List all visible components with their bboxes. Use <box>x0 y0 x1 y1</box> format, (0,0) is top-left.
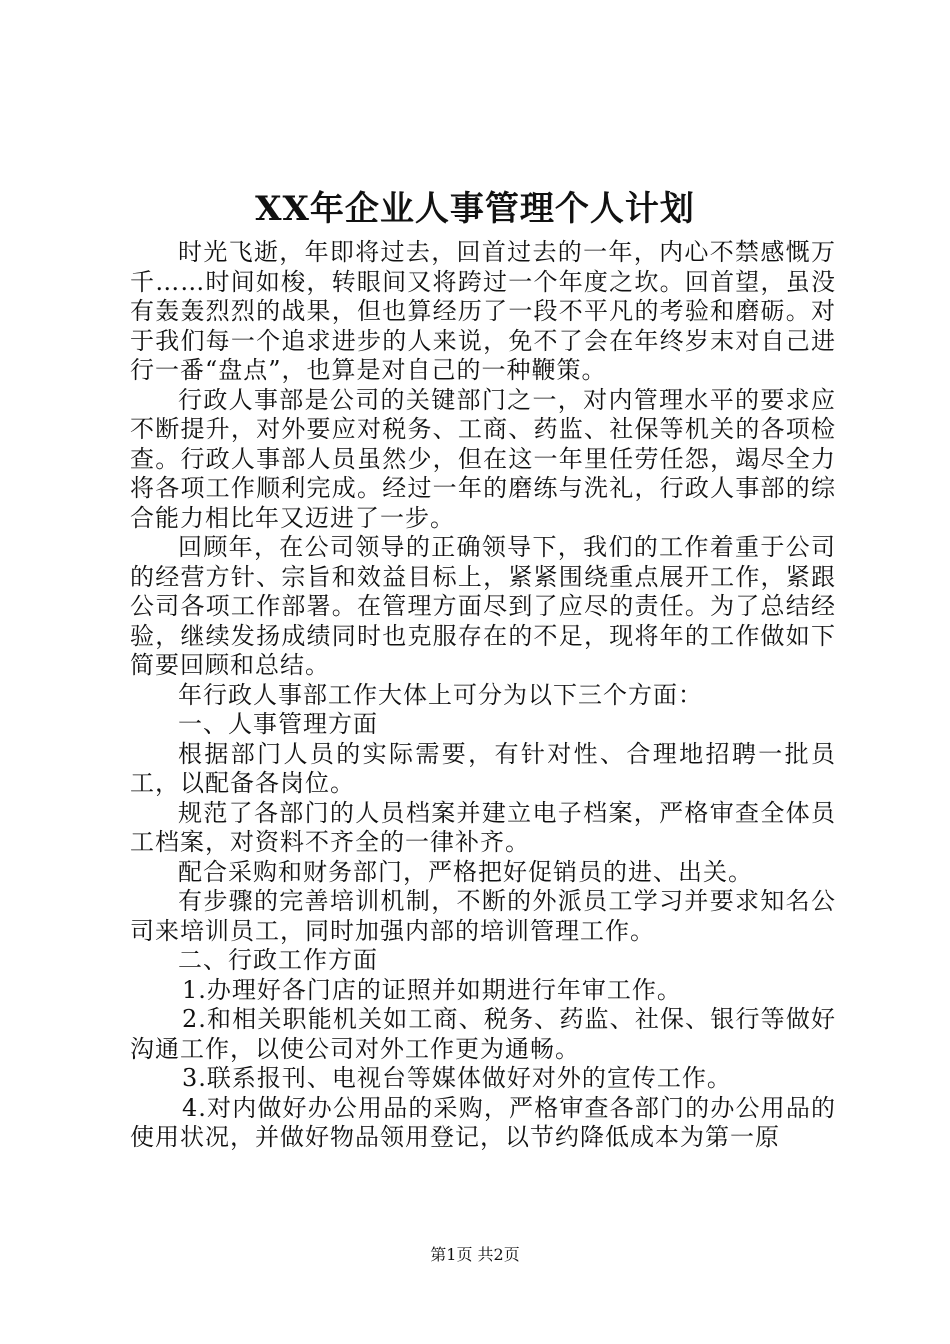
document-title: XX年企业人事管理个人计划 <box>255 189 695 229</box>
list-item: 2.和相关职能机关如工商、税务、药监、社保、银行等做好沟通工作，以使公司对外工作更为通畅。 <box>130 1005 836 1063</box>
section-heading-personnel: 一、人事管理方面 <box>178 710 378 738</box>
document-body <box>130 238 836 1153</box>
list-item: 1.办理好各门店的证照并如期进行年审工作。 <box>182 975 682 1004</box>
list-item: 4.对内做好办公用品的采购，严格审查各部门的办公用品的使用状况，并做好物品领用登记，以节约降低成本为第一原 <box>130 1093 836 1151</box>
page-footer: 第1页 共2页 <box>430 1245 520 1264</box>
list-item: 配合采购和财务部门，严格把好促销员的进、出关。 <box>178 857 753 886</box>
paragraph-overview: 年行政人事部工作大体上可分为以下三个方面： <box>178 680 703 709</box>
paragraph-intro: 时光飞逝，年即将过去，回首过去的一年，内心不禁感慨万千……时间如梭，转眼间又将跨过一个年度之坎。回首望，虽没有轰轰烈烈的战果，但也算经历了一段不平凡的考验和磨砺。对于我们每一个追求进步的人来说，免不了会在年终岁末对自己进行一番“盘点”，也算是对自己的一种鞭策。 <box>130 238 836 384</box>
list-item: 规范了各部门的人员档案并建立电子档案，严格审查全体员工档案，对资料不齐全的一律补齐。 <box>130 798 836 856</box>
list-item: 根据部门人员的实际需要，有针对性、合理地招聘一批员工，以配备各岗位。 <box>130 739 836 797</box>
section-heading-admin: 二、行政工作方面 <box>178 946 378 974</box>
list-item: 3.联系报刊、电视台等媒体做好对外的宣传工作。 <box>182 1064 732 1092</box>
paragraph-review: 回顾年，在公司领导的正确领导下，我们的工作着重于公司的经营方针、宗旨和效益目标上，紧紧围绕重点展开工作，紧跟公司各项工作部署。在管理方面尽到了应尽的责任。为了总结经验，继续发扬成绩同时也克服存在的不足，现将年的工作做如下简要回顾和总结。 <box>130 533 836 679</box>
paragraph-department: 行政人事部是公司的关键部门之一，对内管理水平的要求应不断提升，对外要应对税务、工商、药监、社保等机关的各项检查。行政人事部人员虽然少，但在这一年里任劳任怨，竭尽全力将各项工作顺利完成。经过一年的磨练与洗礼，行政人事部的综合能力相比年又迈进了一步。 <box>130 385 836 532</box>
list-item: 有步骤的完善培训机制，不断的外派员工学习并要求知名公司来培训员工，同时加强内部的培训管理工作。 <box>130 887 836 945</box>
